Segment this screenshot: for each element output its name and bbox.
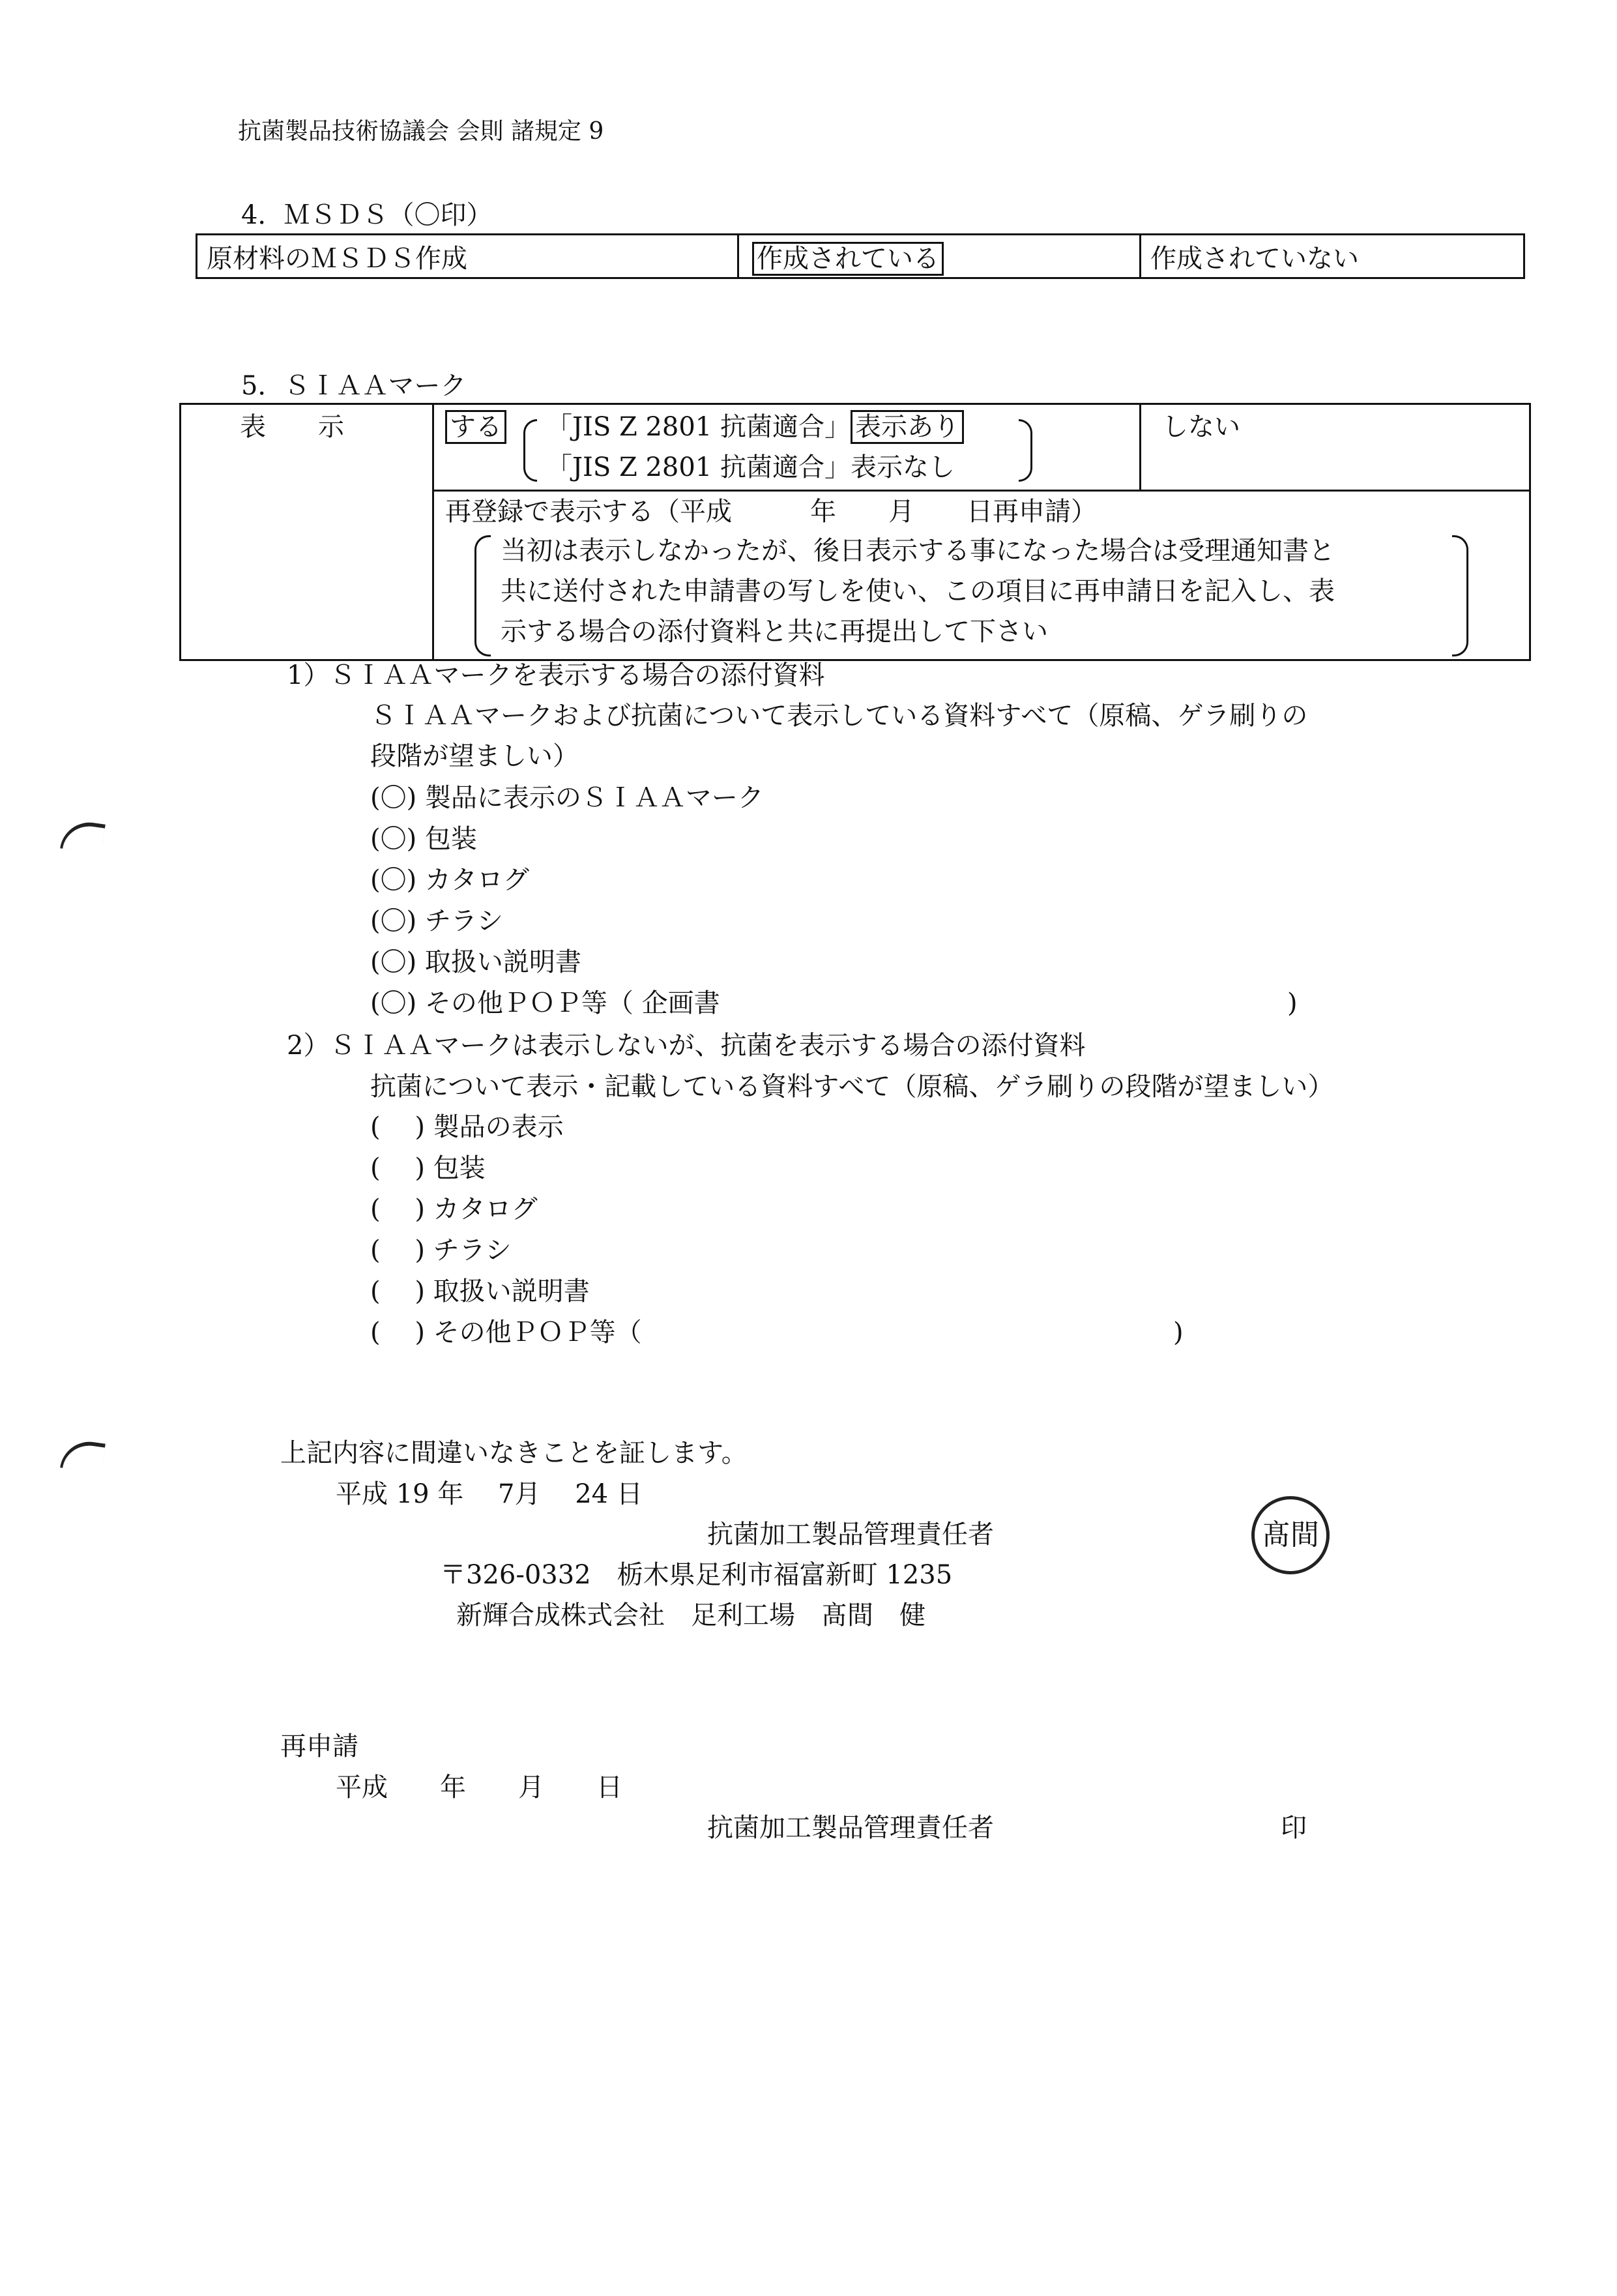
punch-hole-mark: [60, 819, 106, 854]
section2-heading: 2）ＳＩＡＡマークは表示しないが、抗菌を表示する場合の添付資料: [287, 1031, 1086, 1061]
section1-item: (〇) カタログ: [370, 865, 529, 895]
certification-company: 新輝合成株式会社 足利工場 髙間 健: [456, 1600, 925, 1630]
section1-item: (〇) 製品に表示のＳＩＡＡマーク: [370, 783, 764, 813]
section1-item: (〇) 取扱い説明書: [370, 947, 581, 977]
section1-close-paren: ): [1287, 988, 1298, 1018]
siaa-row-divider: [432, 490, 1529, 492]
msds-option-yes[interactable]: 作成されている: [752, 242, 944, 276]
section1-item: (〇) チラシ: [370, 906, 503, 936]
section1-desc-line2: 段階が望ましい）: [370, 741, 579, 771]
reapplication-date: 平成 年 月 日: [336, 1773, 622, 1803]
note-line-1: 当初は表示しなかったが、後日表示する事になった場合は受理通知書と: [501, 536, 1335, 566]
reapplication-seal-label: 印: [1281, 1813, 1307, 1843]
section2-item: ( ) 包装: [370, 1153, 486, 1183]
punch-hole-mark: [60, 1438, 106, 1473]
reapplication-heading: 再申請: [280, 1731, 358, 1761]
siaa-not-option[interactable]: しない: [1162, 412, 1240, 442]
note-line-2: 共に送付された申請書の写しを使い、この項目に再申請日を記入し、表: [501, 576, 1335, 606]
siaa-option-1-selected[interactable]: 表示あり: [851, 410, 964, 444]
section1-item: (〇) その他ＰＯＰ等（ 企画書: [370, 988, 720, 1018]
siaa-col-divider-2: [1139, 405, 1141, 490]
siaa-option-1-text: 「JIS Z 2801 抗菌適合」: [546, 412, 851, 442]
certification-role: 抗菌加工製品管理責任者: [707, 1520, 994, 1550]
section1-desc-line1: ＳＩＡＡマークおよび抗菌について表示している資料すべて（原稿、ゲラ刷りの: [370, 701, 1308, 731]
siaa-table: [179, 403, 1531, 661]
section2-item: ( ) その他ＰＯＰ等（: [370, 1317, 642, 1347]
section2-item: ( ) カタログ: [370, 1194, 538, 1224]
siaa-col-divider: [432, 405, 434, 659]
msds-option-yes-cell[interactable]: [738, 235, 1141, 278]
section2-desc: 抗菌について表示・記載している資料すべて（原稿、ゲラ刷りの段階が望ましい）: [370, 1072, 1334, 1102]
siaa-options-brace-left: [523, 419, 537, 482]
document-header: 抗菌製品技術協議会 会則 諸規定 9: [238, 118, 604, 145]
certification-statement: 上記内容に間違いなきことを証します。: [280, 1438, 748, 1468]
siaa-section-title: 5．ＳＩＡＡマーク: [241, 371, 467, 401]
note-line-3: 示する場合の添付資料と共に再提出して下さい: [501, 617, 1048, 647]
msds-row-label: 原材料のＭＳＤＳ作成: [197, 235, 738, 278]
section1-item: (〇) 包装: [370, 824, 477, 854]
siaa-do-option[interactable]: [445, 411, 506, 443]
note-brace-left: [474, 535, 491, 656]
siaa-reregister-line: 再登録で表示する（平成 年 月 日再申請）: [445, 497, 1097, 527]
siaa-display-label: 表 示: [240, 412, 344, 442]
section2-item: ( ) チラシ: [370, 1235, 512, 1265]
siaa-option-1[interactable]: [546, 411, 964, 443]
certification-address: 〒326-0332 栃木県足利市福富新町 1235: [440, 1560, 953, 1590]
note-brace-right: [1452, 535, 1468, 656]
siaa-option-2[interactable]: 「JIS Z 2801 抗菌適合」表示なし: [546, 452, 955, 482]
siaa-do-label[interactable]: する: [445, 410, 506, 444]
section2-item: ( ) 製品の表示: [370, 1112, 564, 1142]
msds-table: [196, 233, 1525, 279]
msds-option-no[interactable]: 作成されていない: [1141, 235, 1524, 278]
siaa-options-brace-right: [1019, 419, 1032, 482]
personal-seal: 髙間: [1251, 1496, 1330, 1574]
msds-section-title: 4．ＭＳＤＳ（〇印）: [241, 200, 493, 230]
section1-heading: 1）ＳＩＡＡマークを表示する場合の添付資料: [287, 660, 825, 690]
certification-date: 平成 19 年 7月 24 日: [336, 1479, 643, 1509]
section2-item: ( ) 取扱い説明書: [370, 1276, 590, 1306]
reapplication-role: 抗菌加工製品管理責任者: [707, 1813, 994, 1843]
section2-close-paren: ): [1173, 1317, 1184, 1347]
